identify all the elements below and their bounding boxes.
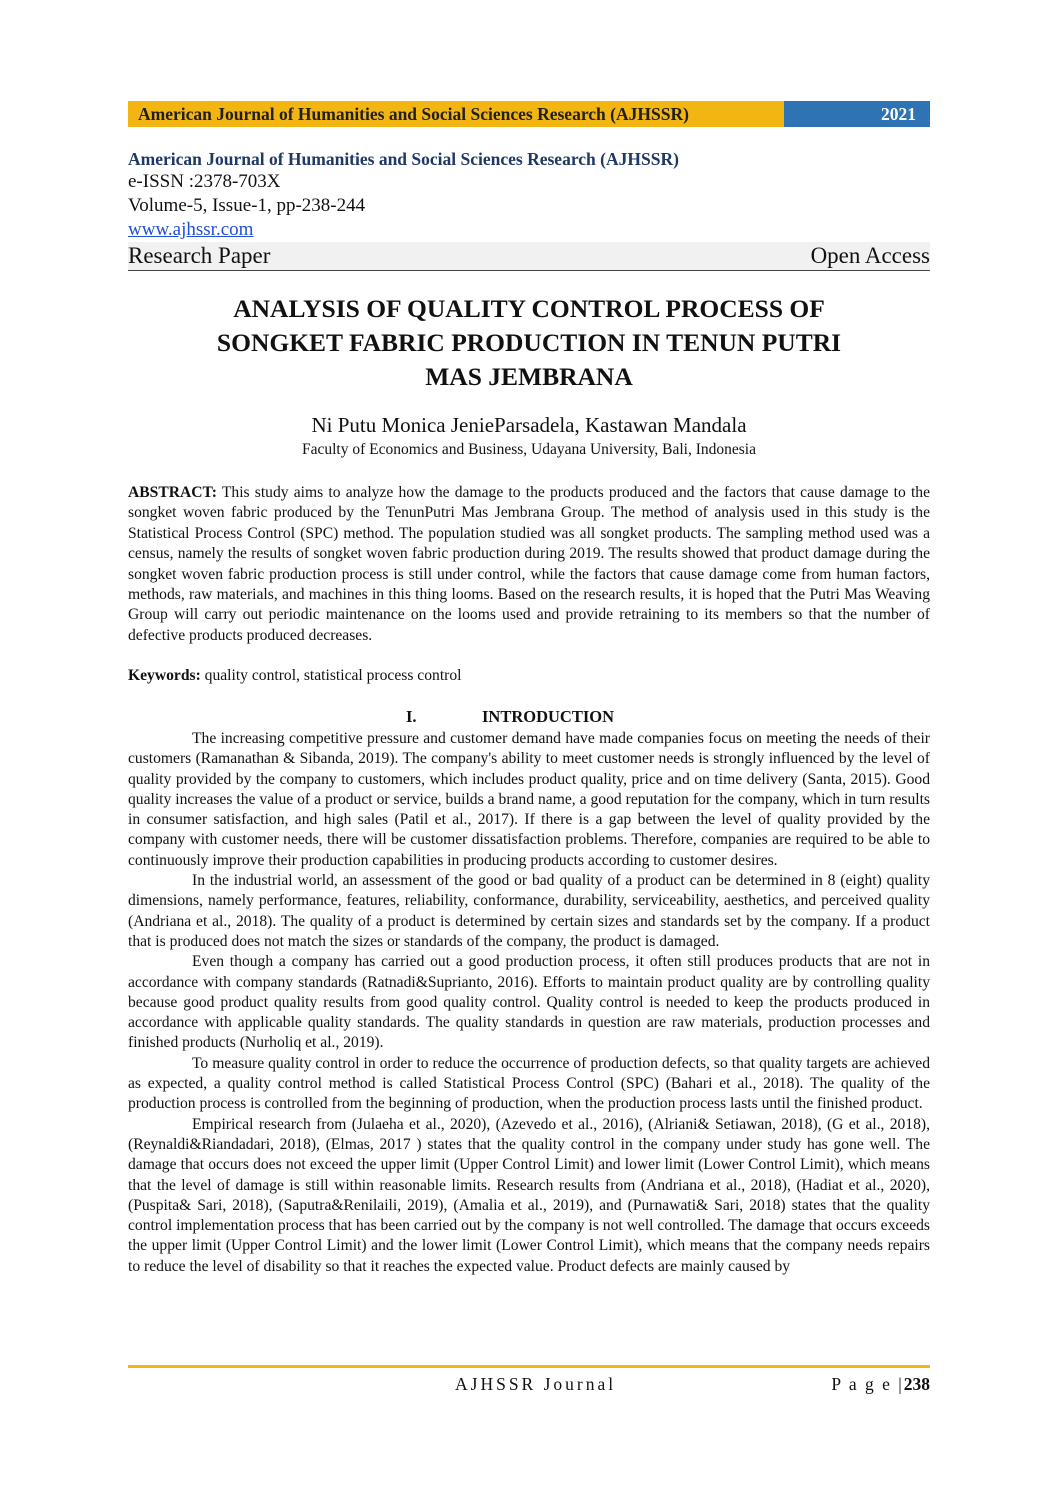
section-title: INTRODUCTION: [482, 707, 615, 726]
footer-page: [831, 1374, 930, 1395]
footer-page-number: 238: [903, 1374, 930, 1394]
header-year: 2021: [784, 101, 930, 127]
running-header: [128, 101, 930, 127]
footer-rule: [128, 1365, 930, 1368]
paragraph: To measure quality control in order to reduce the occurrence of production defects, so that quality targets are achieved as expected, a quality control method is called Statistical Process Control (SPC) (Bahari et al., 2018). The quality of the production process is controlled from the beginning of production, when the production process lasts until the finished product.: [128, 1054, 930, 1113]
paragraph: Even though a company has carried out a good production process, it often still produces products that are not in accordance with company standards (Ratnadi&Suprianto, 2016). Efforts to maintain product quality are by controlling quality because good product quality results from good quality control. Quality control is needed to keep the products produced in accordance with applicable quality standards. The quality standards in question are raw materials, production processes and finished products (Nurholiq et al., 2019).: [128, 953, 930, 1052]
authors: Ni Putu Monica JenieParsadela, Kastawan Mandala: [311, 413, 747, 437]
meta-journal-name: American Journal of Humanities and Social Sciences Research (AJHSSR): [128, 149, 679, 169]
meta-issn: e-ISSN :2378-703X: [128, 171, 281, 192]
meta-type-row: [128, 242, 930, 271]
paragraph: In the industrial world, an assessment of the good or bad quality of a product can be determined in 8 (eight) quality dimensions, namely performance, features, reliability, conformance, durability, serviceability, aesthetics, and perceived quality (Andriana et al., 2018). The quality of a product is determined by certain sizes and standards set by the company. If a product that is produced does not match the sizes or standards of the company, the product is damaged.: [128, 872, 930, 950]
footer-journal: AJHSSR Journal: [455, 1374, 617, 1394]
access-type: Open Access: [810, 243, 930, 268]
title-line: SONGKET FABRIC PRODUCTION IN TENUN PUTRI: [216, 328, 842, 357]
abstract: [128, 483, 930, 646]
footer-page-label: P a g e |: [831, 1374, 904, 1394]
section-number: I.: [406, 707, 417, 726]
abstract-label: ABSTRACT:: [128, 484, 217, 501]
affiliation: Faculty of Economics and Business, Udayana University, Bali, Indonesia: [301, 441, 756, 458]
keywords-label: Keywords:: [128, 667, 201, 684]
body-text: [128, 729, 930, 1277]
paper-type: Research Paper: [128, 243, 271, 268]
keywords-text: quality control, statistical process control: [204, 667, 462, 684]
title-line: MAS JEMBRANA: [425, 362, 633, 391]
paragraph: Empirical research from (Julaeha et al., 2020), (Azevedo et al., 2016), (Alriani& Setiawan, 2018), (G et al., 2018), (Reynaldi&Riandadari, 2018), (Elmas, 2017 ) states that the quality control in the company under study has gone well. The damage that occurs does not exceed the upper limit (Upper Control Limit) and lower limit (Lower Control Limit), which means that the level of damage is still within reasonable limits. Research results from (Andriana et al., 2018), (Hadiat et al., 2020), (Puspita& Sari, 2018), (Saputra&Renilaili, 2019), (Amalia et al., 2019), and (Purnawati& Sari, 2018) states that the quality control implementation process that has been carried out by the company is not well controlled. The damage that occurs exceeds the upper limit (Upper Control Limit) and the lower limit (Lower Control Limit), which means that the company needs repairs to reduce the level of disability so that it reaches the expected value. Product defects are mainly caused by: [128, 1115, 930, 1275]
paragraph: The increasing competitive pressure and customer demand have made companies focus on meeting the needs of their customers (Ramanathan & Sibanda, 2019). The company's ability to meet customer needs is strongly influenced by the level of quality provided by the company to customers, which includes product quality, price and on time delivery (Santa, 2015). Good quality increases the value of a product or service, builds a brand name, a good reputation for the company, which in turn results in consumer satisfaction, and high sales (Patil et al., 2017). If there is a gap between the level of quality provided by the company with customer needs, there will be customer dissatisfaction problems. Therefore, companies are required to be able to continuously improve their production capabilities in producing products according to customer desires.: [128, 730, 930, 869]
header-journal-name: American Journal of Humanities and Social Sciences Research (AJHSSR): [128, 101, 784, 127]
paper-title: [128, 292, 930, 394]
keywords: [128, 666, 930, 686]
abstract-text: This study aims to analyze how the damage to the products produced and the factors that cause damage to the songket woven fabric produced by the TenunPutri Mas Jembrana Group. The method of analysis used in this study is the Statistical Process Control (SPC) method. The population studied was all songket products. The sampling method used was a census, namely the results of songket woven fabric production during 2019. The results showed that product damage during the songket woven fabric production process is still under control, while the factors that cause damage come from human factors, methods, raw materials, and machines in this thing looms. Based on the research results, it is hoped that the Putri Mas Weaving Group will carry out periodic maintenance on the looms used and provide retraining to its members so that the number of defective products produced decreases.: [128, 484, 930, 644]
meta-website-link[interactable]: www.ajhssr.com: [128, 219, 254, 240]
journal-meta: [128, 148, 930, 271]
title-line: ANALYSIS OF QUALITY CONTROL PROCESS OF: [233, 294, 825, 323]
meta-volume: Volume-5, Issue-1, pp-238-244: [128, 195, 366, 216]
